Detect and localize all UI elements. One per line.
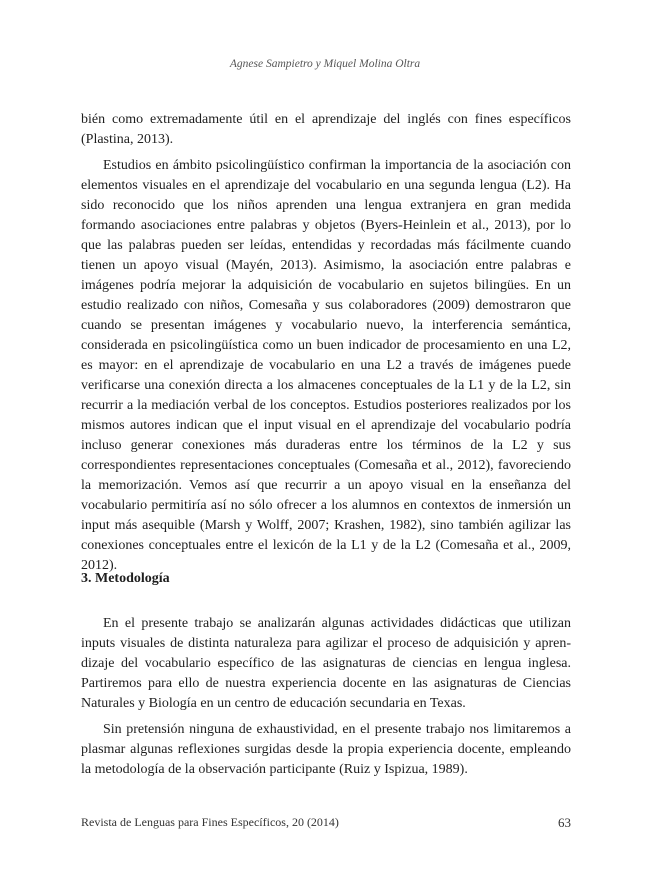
paragraph: Estudios en ámbito psicolingüístico confirman la importancia de la asociación con elementos visuales en el aprendizaje del vocabulario en una segunda lengua (L2). Ha sido reconocido que los niños aprenden una lengua extranjera en gran medida formando asociaciones entre palabras y objetos (Byers-Heinlein et al., 2013), por lo que las palabras pueden ser leídas, entendidas y recordadas más fácilmente cuando tienen un apoyo visual (Mayén, 2013). Asimismo, la asociación entre palabras e imágenes podría mejorar la adquisición de vocabulario en sujetos bilingües. En un estudio realizado con niños, Comesaña y sus colaboradores (2009) demostraron que cuando se presentan imágenes y vocabulario nuevo, la interferencia semántica, considerada en psicolingüística como un buen indicador de procesamiento en una L2, es mayor: en el aprendizaje de vocabulario en una L2 a través de imágenes puede verificarse una conexión directa a los almacenes conceptuales de la L1 y de la L2, sin recurrir a la mediación verbal de los conceptos. Estudios posteriores realizados por los mismos autores indican que el input visual en el aprendizaje del vocabulario podría incluso generar conexiones más duraderas entre los términos de la L2 y sus correspondientes representaciones conceptuales (Comesaña et al., 2012), favoreciendo la memorización. Vemos así que recurrir a un apoyo visual en la enseñanza del vocabulario permitiría así no sólo ofrecer a los alumnos en contextos de inmersión un input más asequible (Marsh y Wolff, 2007; Krashen, 1982), sino también agilizar las conexiones conceptuales entre el lexicón de la L1 y de la L2 (Comesaña et al., 2009, 2012). [81,158,571,573]
page-footer [81,815,571,831]
paragraph: En el presente trabajo se analizarán algunas actividades didácticas que utilizan inputs visuales de distinta naturaleza para agilizar el proceso de adquisición y aprendizaje del vocabulario específico de las asignaturas de ciencias en lengua inglesa. Partiremos para ello de nuestra experiencia docente en las asignaturas de Ciencias Naturales y Biología en un centro de educación secundaria en Texas. [81,616,571,711]
running-head-authors: Agnese Sampietro y Miquel Molina Oltra [229,58,421,70]
body-text-block [81,110,571,576]
journal-citation: Revista de Lenguas para Fines Específicos, 20 (2014) [81,815,339,829]
body-text-block [81,614,571,780]
section-heading: 3. Metodología [81,571,170,586]
paragraph: bién como extremadamente útil en el aprendizaje del inglés con fines específicos (Plastina, 2013). [81,112,571,147]
paragraph: Sin pretensión ninguna de exhaustividad, en el presente trabajo nos limitaremos a plasmar algunas reflexiones surgidas desde la propia experiencia docente, empleando la metodología de la observación participante (Ruiz y Ispizua, 1989). [81,722,571,777]
page-number: 63 [558,815,571,830]
